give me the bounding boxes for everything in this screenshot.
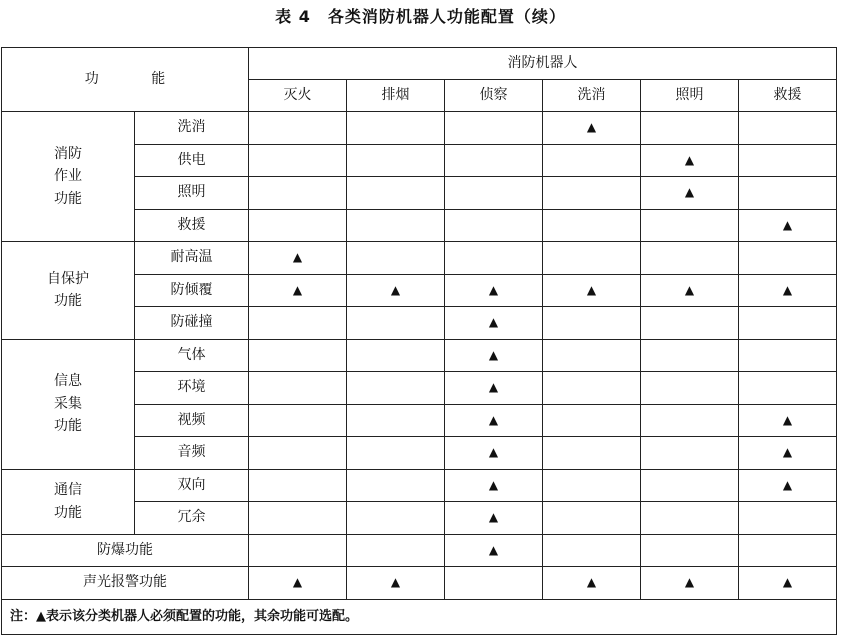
mark-cell (445, 437, 543, 470)
mark-cell (249, 469, 347, 502)
mark-cell (347, 469, 445, 502)
function-label: 双向 (135, 469, 249, 502)
mark-cell (347, 242, 445, 275)
mark-cell (249, 274, 347, 307)
mark-cell (249, 177, 347, 210)
mark-cell (347, 339, 445, 372)
triangle-marker-icon: ▲ (586, 120, 597, 135)
mark-cell (739, 144, 837, 177)
mark-cell (739, 209, 837, 242)
mark-cell (641, 502, 739, 535)
mark-cell (739, 307, 837, 340)
table-row (2, 567, 837, 600)
mark-cell (445, 469, 543, 502)
group-label-line: 通信 (54, 482, 82, 499)
mark-cell (445, 502, 543, 535)
function-label: 救援 (135, 209, 249, 242)
mark-cell (543, 144, 641, 177)
mark-cell (641, 437, 739, 470)
function-label: 声光报警功能 (2, 567, 249, 600)
function-label: 防倾覆 (135, 274, 249, 307)
triangle-marker-icon: ▲ (488, 347, 499, 362)
mark-cell (641, 307, 739, 340)
triangle-marker-icon: ▲ (488, 315, 499, 330)
triangle-marker-icon: ▲ (782, 445, 793, 460)
mark-cell (543, 242, 641, 275)
mark-cell (543, 502, 641, 535)
triangle-marker-icon: ▲ (488, 510, 499, 525)
mark-cell (249, 372, 347, 405)
mark-cell (641, 274, 739, 307)
triangle-marker-icon: ▲ (488, 477, 499, 492)
mark-cell (249, 112, 347, 145)
group-label-line: 消防 (54, 145, 82, 162)
group-label-line: 功能 (54, 504, 82, 521)
mark-cell (641, 404, 739, 437)
mark-cell (739, 274, 837, 307)
table-title: 表 4 各类消防机器人功能配置（续） (275, 7, 566, 26)
group-label (2, 112, 135, 242)
function-label: 耐高温 (135, 242, 249, 275)
group-label-line: 自保护 (47, 270, 89, 287)
table-row (2, 339, 837, 372)
table-row (2, 469, 837, 502)
triangle-marker-icon: ▲ (782, 412, 793, 427)
group-label (2, 339, 135, 469)
triangle-marker-icon: ▲ (488, 282, 499, 297)
column-header: 侦察 (445, 80, 543, 112)
column-header: 照明 (641, 80, 739, 112)
mark-cell (249, 339, 347, 372)
mark-cell (739, 567, 837, 600)
mark-cell (641, 242, 739, 275)
mark-cell (641, 567, 739, 600)
mark-cell (445, 372, 543, 405)
mark-cell (347, 177, 445, 210)
mark-cell (543, 437, 641, 470)
mark-cell (641, 469, 739, 502)
triangle-marker-icon: ▲ (586, 282, 597, 297)
mark-cell (445, 209, 543, 242)
triangle-marker-icon: ▲ (684, 282, 695, 297)
robot-header: 消防机器人 (249, 48, 837, 80)
mark-cell (445, 567, 543, 600)
mark-cell (543, 404, 641, 437)
mark-cell (445, 112, 543, 145)
function-label: 气体 (135, 339, 249, 372)
mark-cell (543, 534, 641, 567)
mark-cell (739, 404, 837, 437)
mark-cell (543, 372, 641, 405)
triangle-marker-icon: ▲ (782, 282, 793, 297)
column-header: 洗消 (543, 80, 641, 112)
function-label: 洗消 (135, 112, 249, 145)
mark-cell (347, 404, 445, 437)
column-header: 救援 (739, 80, 837, 112)
group-label-line: 功能 (54, 293, 82, 310)
triangle-marker-icon: ▲ (292, 282, 303, 297)
mark-cell (347, 209, 445, 242)
mark-cell (739, 339, 837, 372)
triangle-marker-icon: ▲ (488, 445, 499, 460)
note-row (2, 599, 837, 634)
group-label-line: 功能 (54, 418, 82, 435)
mark-cell (249, 502, 347, 535)
table-row (2, 112, 837, 145)
mark-cell (543, 274, 641, 307)
triangle-marker-icon: ▲ (488, 380, 499, 395)
triangle-marker-icon: ▲ (782, 477, 793, 492)
mark-cell (445, 144, 543, 177)
mark-cell (739, 534, 837, 567)
triangle-marker-icon: ▲ (292, 575, 303, 590)
triangle-marker-icon: ▲ (684, 185, 695, 200)
mark-cell (347, 274, 445, 307)
function-label: 防碰撞 (135, 307, 249, 340)
mark-cell (249, 307, 347, 340)
table-note: 注：▲表示该分类机器人必须配置的功能，其余功能可选配。 (2, 599, 837, 634)
function-label: 供电 (135, 144, 249, 177)
mark-cell (543, 177, 641, 210)
mark-cell (445, 307, 543, 340)
triangle-marker-icon: ▲ (390, 282, 401, 297)
mark-cell (347, 567, 445, 600)
function-header: 功 能 (2, 48, 249, 112)
function-config-table (1, 47, 837, 635)
table-row (2, 242, 837, 275)
mark-cell (347, 112, 445, 145)
mark-cell (347, 437, 445, 470)
header-row-1 (2, 48, 837, 80)
mark-cell (739, 177, 837, 210)
group-label-line: 信息 (54, 373, 82, 390)
function-label: 环境 (135, 372, 249, 405)
mark-cell (641, 534, 739, 567)
mark-cell (543, 307, 641, 340)
mark-cell (739, 502, 837, 535)
mark-cell (739, 112, 837, 145)
mark-cell (347, 144, 445, 177)
table-row (2, 534, 837, 567)
mark-cell (249, 567, 347, 600)
mark-cell (347, 502, 445, 535)
triangle-marker-icon: ▲ (390, 575, 401, 590)
mark-cell (445, 274, 543, 307)
mark-cell (347, 307, 445, 340)
mark-cell (347, 372, 445, 405)
group-label-line: 采集 (54, 395, 82, 412)
mark-cell (543, 339, 641, 372)
group-label (2, 469, 135, 534)
mark-cell (249, 437, 347, 470)
triangle-marker-icon: ▲ (684, 575, 695, 590)
mark-cell (543, 469, 641, 502)
mark-cell (347, 534, 445, 567)
triangle-marker-icon: ▲ (684, 152, 695, 167)
mark-cell (543, 209, 641, 242)
column-header: 排烟 (347, 80, 445, 112)
mark-cell (739, 372, 837, 405)
mark-cell (249, 534, 347, 567)
mark-cell (739, 437, 837, 470)
mark-cell (249, 144, 347, 177)
mark-cell (641, 144, 739, 177)
mark-cell (641, 112, 739, 145)
mark-cell (445, 339, 543, 372)
mark-cell (543, 567, 641, 600)
mark-cell (641, 372, 739, 405)
function-label: 照明 (135, 177, 249, 210)
function-label: 冗余 (135, 502, 249, 535)
mark-cell (641, 177, 739, 210)
function-label: 防爆功能 (2, 534, 249, 567)
mark-cell (445, 534, 543, 567)
mark-cell (249, 209, 347, 242)
triangle-marker-icon: ▲ (488, 542, 499, 557)
triangle-marker-icon: ▲ (782, 575, 793, 590)
mark-cell (445, 242, 543, 275)
triangle-marker-icon: ▲ (488, 412, 499, 427)
mark-cell (641, 339, 739, 372)
mark-cell (641, 209, 739, 242)
mark-cell (249, 242, 347, 275)
mark-cell (739, 469, 837, 502)
group-label-line: 功能 (54, 190, 82, 207)
column-header: 灭火 (249, 80, 347, 112)
group-label (2, 242, 135, 340)
mark-cell (739, 242, 837, 275)
triangle-marker-icon: ▲ (292, 250, 303, 265)
mark-cell (249, 404, 347, 437)
mark-cell (543, 112, 641, 145)
triangle-marker-icon: ▲ (782, 217, 793, 232)
group-label-line: 作业 (54, 168, 82, 185)
function-label: 视频 (135, 404, 249, 437)
function-label: 音频 (135, 437, 249, 470)
mark-cell (445, 404, 543, 437)
triangle-marker-icon: ▲ (586, 575, 597, 590)
mark-cell (445, 177, 543, 210)
